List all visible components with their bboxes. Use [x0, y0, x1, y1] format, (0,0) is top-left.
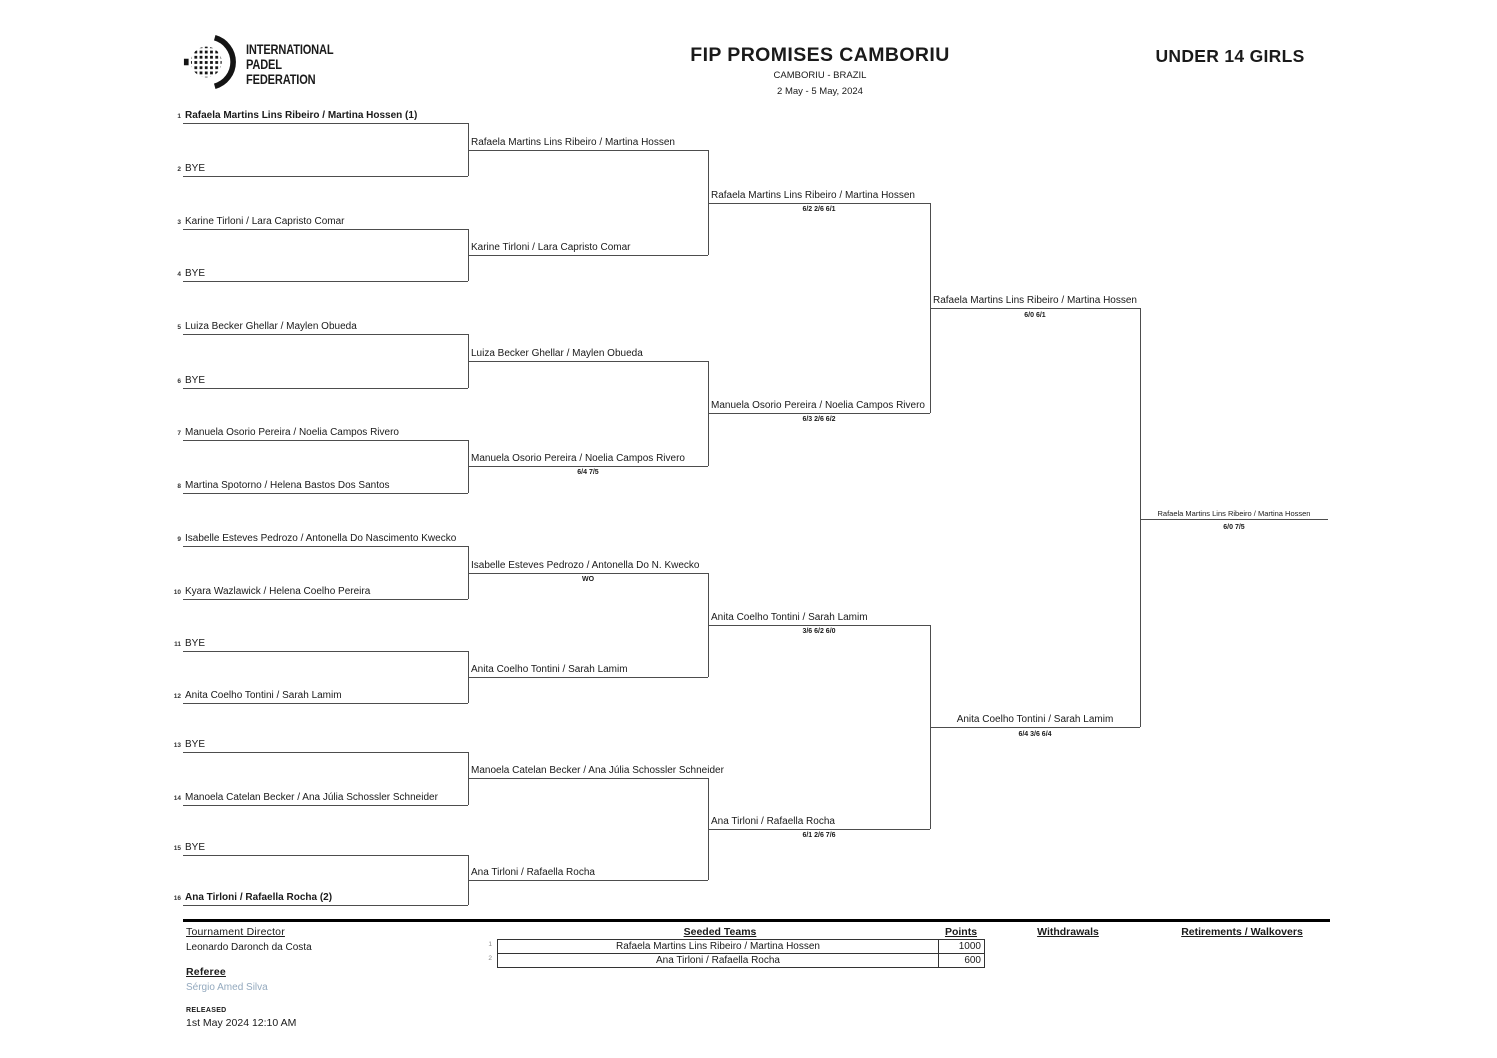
bracket-slot-name: BYE	[185, 739, 206, 750]
slot-number: 1	[177, 113, 181, 120]
bracket-slot-name: Anita Coelho Tontini / Sarah Lamim	[185, 690, 342, 701]
footer-divider	[183, 919, 1330, 922]
bracket-line	[183, 905, 468, 906]
seeded-teams-header: Seeded Teams	[683, 926, 757, 938]
match-score: 6/3 2/6 6/2	[802, 416, 836, 423]
match-score: 3/6 6/2 6/0	[802, 628, 836, 635]
seed-row-number: 1	[488, 941, 492, 948]
retirements-walkovers-header: Retirements / Walkovers	[1181, 926, 1303, 938]
slot-number: 16	[173, 895, 181, 902]
bracket-winner-name: Anita Coelho Tontini / Sarah Lamim	[956, 714, 1114, 725]
bracket-line	[183, 651, 468, 652]
draw-category: UNDER 14 GIRLS	[1155, 46, 1305, 66]
logo-line-2: PADEL	[246, 57, 282, 72]
bracket-winner-name: Anita Coelho Tontini / Sarah Lamim	[471, 664, 628, 675]
bracket-line	[183, 493, 468, 494]
bracket-line	[468, 361, 708, 362]
bracket-line	[183, 703, 468, 704]
bracket-line	[183, 388, 468, 389]
slot-number: 7	[177, 430, 181, 437]
slot-number: 12	[173, 693, 181, 700]
bracket-line	[930, 308, 1140, 309]
tournament-director-label: Tournament Director	[186, 926, 285, 938]
bracket-line	[708, 829, 930, 830]
seed-row-number: 2	[488, 955, 492, 962]
slot-number: 3	[177, 219, 181, 226]
bracket-winner-name: Ana Tirloni / Rafaella Rocha	[711, 816, 835, 827]
bracket-line	[468, 677, 708, 678]
match-score: 6/0 6/1	[1024, 312, 1046, 319]
slot-number: 15	[173, 845, 181, 852]
bracket-slot-name: Rafaela Martins Lins Ribeiro / Martina Hossen (1)	[185, 110, 418, 121]
bracket-line	[1140, 519, 1328, 520]
federation-logo	[183, 34, 353, 95]
tournament-dates: 2 May - 5 May, 2024	[777, 86, 863, 97]
slot-number: 5	[177, 324, 181, 331]
bracket-line	[183, 334, 468, 335]
match-score: WO	[581, 576, 595, 583]
tournament-location: CAMBORIU - BRAZIL	[773, 70, 867, 81]
bracket-line	[183, 752, 468, 753]
bracket-slot-name: Kyara Wazlawick / Helena Coelho Pereira	[185, 586, 371, 597]
slot-number: 10	[173, 589, 181, 596]
bracket-line	[468, 880, 708, 881]
bracket-slot-name: BYE	[185, 268, 206, 279]
bracket-line	[183, 440, 468, 441]
bracket-line	[468, 255, 708, 256]
bracket-winner-name: Rafaela Martins Lins Ribeiro / Martina Hossen	[471, 137, 675, 148]
slot-number: 11	[174, 641, 181, 648]
match-score: 6/4 7/5	[577, 469, 599, 476]
bracket-winner-name: Manuela Osorio Pereira / Noelia Campos Rivero	[471, 453, 685, 464]
logo-line-1: INTERNATIONAL	[246, 42, 334, 57]
tournament-title: FIP PROMISES CAMBORIU	[690, 44, 950, 66]
bracket-slot-name: BYE	[185, 375, 206, 386]
bracket-winner-name: Rafaela Martins Lins Ribeiro / Martina Hossen	[711, 190, 915, 201]
seeded-team-points: 1000	[938, 940, 984, 953]
bracket-line	[183, 599, 468, 600]
bracket-winner-name: Luiza Becker Ghellar / Maylen Obueda	[471, 348, 643, 359]
bracket-slot-name: BYE	[185, 842, 206, 853]
bracket-slot-name: Manoela Catelan Becker / Ana Júlia Schossler Schneider	[185, 792, 438, 803]
seeded-team-row	[497, 953, 985, 968]
bracket-line	[183, 546, 468, 547]
bracket-slot-name: Karine Tirloni / Lara Capristo Comar	[185, 216, 345, 227]
bracket-slot-name: BYE	[185, 163, 206, 174]
slot-number: 2	[177, 166, 181, 173]
bracket-slot-name: Luiza Becker Ghellar / Maylen Obueda	[185, 321, 357, 332]
slot-number: 4	[177, 271, 181, 278]
slot-number: 8	[177, 483, 181, 490]
bracket-line	[183, 855, 468, 856]
referee-label: Referee	[186, 966, 226, 978]
bracket-slot-name: Isabelle Esteves Pedrozo / Antonella Do Nascimento Kwecko	[185, 533, 457, 544]
bracket-line	[708, 413, 930, 414]
match-score: 6/1 2/6 7/6	[802, 832, 836, 839]
bracket-line	[468, 150, 708, 151]
referee-name: Sérgio Amed Silva	[186, 982, 268, 993]
bracket-line	[930, 727, 1140, 728]
logo-line-3: FEDERATION	[246, 72, 316, 87]
padel-racket-icon	[183, 34, 239, 95]
bracket-line	[708, 625, 930, 626]
bracket-line	[468, 778, 708, 779]
bracket-winner-name: Karine Tirloni / Lara Capristo Comar	[471, 242, 631, 253]
points-header: Points	[944, 926, 978, 938]
bracket-winner-name: Isabelle Esteves Pedrozo / Antonella Do N. Kwecko	[471, 560, 700, 571]
tournament-director-name: Leonardo Daronch da Costa	[186, 942, 312, 953]
seeded-team-name: Rafaela Martins Lins Ribeiro / Martina Hossen	[616, 941, 820, 952]
released-datetime: 1st May 2024 12:10 AM	[186, 1017, 297, 1029]
champion-name: Rafaela Martins Lins Ribeiro / Martina Hossen	[1157, 509, 1311, 518]
slot-number: 9	[177, 536, 181, 543]
bracket-winner-name: Ana Tirloni / Rafaella Rocha	[471, 867, 595, 878]
released-label: RELEASED	[186, 1007, 227, 1014]
seeded-team-name: Ana Tirloni / Rafaella Rocha	[656, 955, 780, 966]
match-score: 6/4 3/6 6/4	[1018, 731, 1052, 738]
bracket-slot-name: Manuela Osorio Pereira / Noelia Campos Rivero	[185, 427, 399, 438]
seeded-team-points: 600	[938, 954, 984, 967]
bracket-line	[183, 176, 468, 177]
bracket-line	[183, 805, 468, 806]
bracket-line	[468, 573, 708, 574]
bracket-line	[468, 466, 708, 467]
bracket-line	[183, 123, 468, 124]
bracket-line	[183, 229, 468, 230]
match-score: 6/0 7/5	[1223, 524, 1245, 531]
bracket-line	[183, 281, 468, 282]
slot-number: 13	[173, 742, 181, 749]
seeded-team-row	[497, 939, 985, 954]
bracket-winner-name: Manoela Catelan Becker / Ana Júlia Schossler Schneider	[471, 765, 724, 776]
withdrawals-header: Withdrawals	[1037, 926, 1099, 938]
bracket-slot-name: Martina Spotorno / Helena Bastos Dos Santos	[185, 480, 390, 491]
slot-number: 6	[177, 378, 181, 385]
bracket-slot-name: Ana Tirloni / Rafaella Rocha (2)	[185, 892, 333, 903]
bracket-winner-name: Manuela Osorio Pereira / Noelia Campos Rivero	[711, 400, 925, 411]
federation-logo-text	[246, 42, 333, 87]
bracket-winner-name: Rafaela Martins Lins Ribeiro / Martina Hossen	[933, 295, 1137, 306]
match-score: 6/2 2/6 6/1	[802, 206, 836, 213]
bracket-slot-name: BYE	[185, 638, 206, 649]
slot-number: 14	[173, 795, 181, 802]
bracket-line	[708, 203, 930, 204]
bracket-winner-name: Anita Coelho Tontini / Sarah Lamim	[711, 612, 868, 623]
